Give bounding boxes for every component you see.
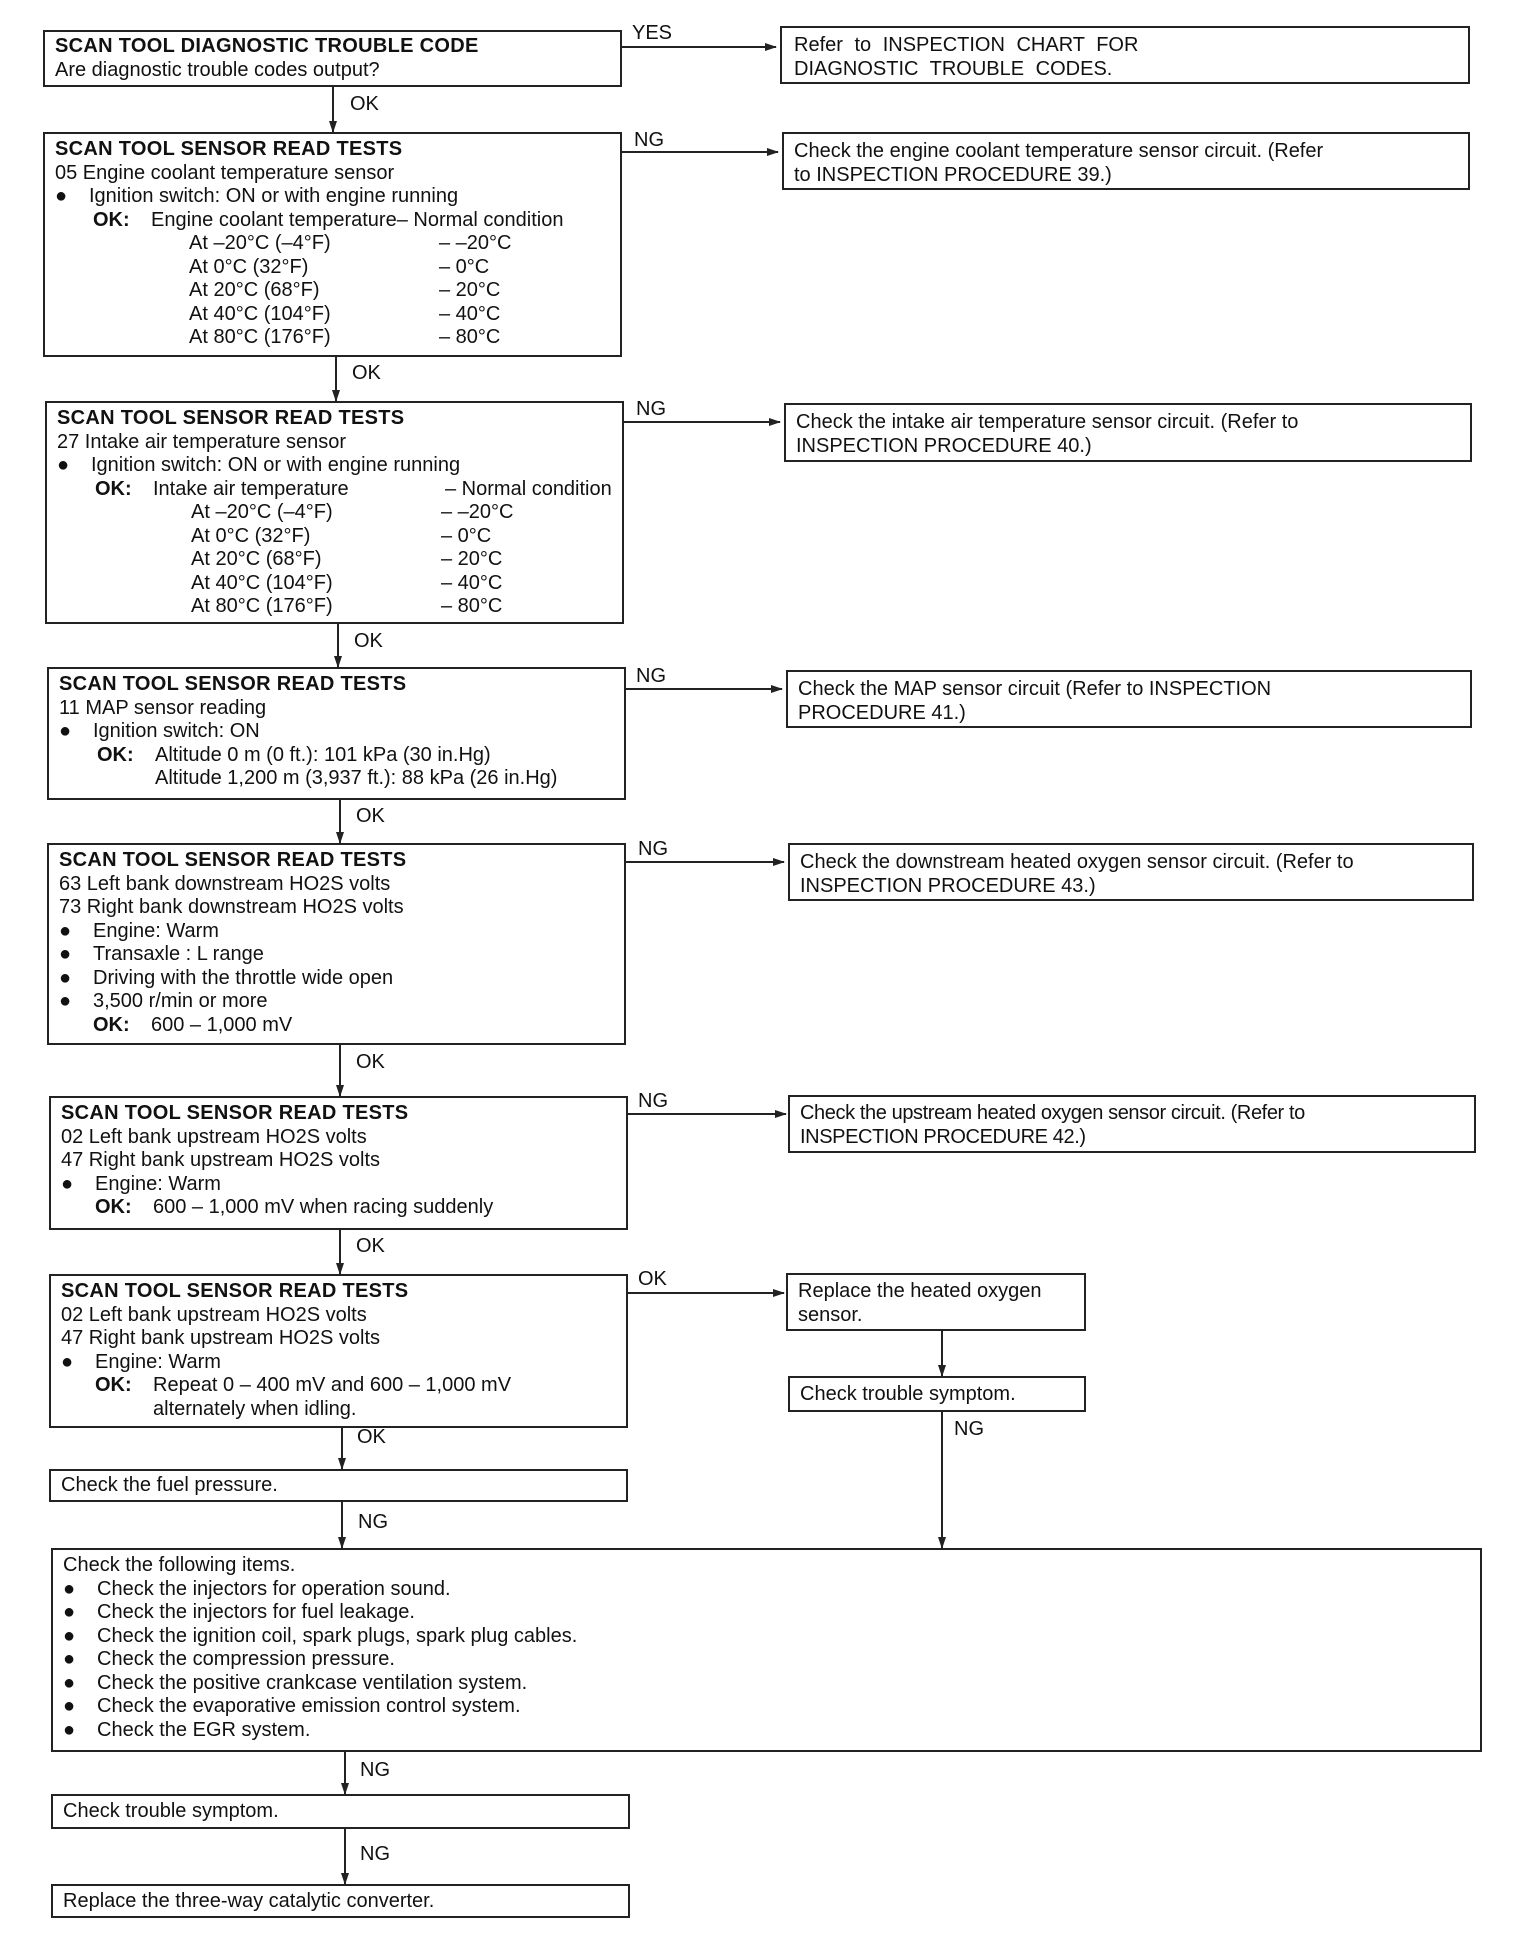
step7-box [49, 1274, 628, 1428]
step5-item1: 63 Left bank downstream HO2S volts [59, 872, 391, 895]
step5-cond-3: ● 3,500 r/min or more [59, 990, 268, 1012]
step3-condition: ● Ignition switch: ON or with engine running [57, 454, 461, 476]
bullet-icon: ● [63, 1718, 76, 1741]
step6-ng-text: Check the upstream heated oxygen sensor circuit. (Refer to INSPECTION PROCEDURE 42.) [800, 1102, 1305, 1148]
step2-ng-box [782, 132, 1470, 190]
bullet-icon: ● [55, 185, 68, 207]
items-list-item: ● Check the positive crankcase ventilation system. [63, 1671, 528, 1694]
step1-yes-box [780, 26, 1470, 84]
step5-item2: 73 Right bank downstream HO2S volts [59, 896, 404, 918]
step6-item2: 47 Right bank upstream HO2S volts [61, 1149, 381, 1171]
bullet-icon: ● [63, 1648, 76, 1670]
items-heading: Check the following items. [63, 1554, 296, 1576]
step4-title: SCAN TOOL SENSOR READ TESTS [59, 673, 407, 695]
step3-ok-header: OK: Intake air temperature – Normal condition [95, 477, 612, 500]
bullet-icon: ● [59, 966, 72, 989]
step5-ok: OK: 600 – 1,000 mV [93, 1013, 293, 1036]
bullet-icon: ● [63, 1695, 76, 1717]
step7-title: SCAN TOOL SENSOR READ TESTS [61, 1280, 409, 1302]
step2-row-2: At 20°C (68°F) – 20°C [189, 279, 501, 301]
step3-row-3: At 40°C (104°F) – 40°C [191, 571, 503, 594]
items-list-item: ● Check the EGR system. [63, 1718, 311, 1741]
step5-ng-box [788, 843, 1474, 901]
step2-row-3: At 40°C (104°F) – 40°C [189, 302, 501, 325]
check-symptom-box-2 [51, 1794, 630, 1829]
step4-condition: ● Ignition switch: ON [59, 720, 260, 742]
step3-row-1: At 0°C (32°F) – 0°C [191, 524, 492, 547]
step7-ok-line1: OK: Repeat 0 – 400 mV and 600 – 1,000 mV [95, 1374, 512, 1396]
step6-condition: ● Engine: Warm [61, 1172, 221, 1195]
items-list-item: ● Check the injectors for fuel leakage. [63, 1601, 415, 1623]
bullet-icon: ● [59, 919, 72, 942]
step2-item: 05 Engine coolant temperature sensor [55, 161, 395, 184]
step2-row-0: At –20°C (–4°F) – –20°C [189, 232, 512, 254]
step3-ng-text: Check the intake air temperature sensor circuit. (Refer to INSPECTION PROCEDURE 40.) [796, 411, 1299, 457]
replace-sensor-text: Replace the heated oxygen sensor. [798, 1280, 1042, 1326]
step3-title: SCAN TOOL SENSOR READ TESTS [57, 407, 405, 429]
step2-ng-text: Check the engine coolant temperature sensor circuit. (Refer to INSPECTION PROCEDURE 39.) [794, 140, 1324, 186]
label-ok-8: OK [357, 1426, 386, 1448]
label-ng-3: NG [636, 665, 666, 687]
step3-ng-box [784, 403, 1472, 462]
label-ok-3: OK [354, 630, 383, 652]
bullet-icon: ● [57, 454, 70, 476]
bullet-icon: ● [59, 720, 72, 742]
step7-item2: 47 Right bank upstream HO2S volts [61, 1327, 381, 1349]
label-ok-5: OK [356, 1051, 385, 1073]
step3-row-4: At 80°C (176°F) – 80°C [191, 595, 503, 617]
step4-box [47, 667, 626, 800]
step5-ng-text: Check the downstream heated oxygen sensor circuit. (Refer to INSPECTION PROCEDURE 43.) [800, 851, 1354, 897]
replace-sensor-box [786, 1273, 1086, 1331]
replace-catalytic-box [51, 1884, 630, 1918]
step5-title: SCAN TOOL SENSOR READ TESTS [59, 849, 407, 871]
step4-item: 11 MAP sensor reading [59, 696, 267, 719]
step1-question: Are diagnostic trouble codes output? [55, 58, 380, 81]
step7-condition: ● Engine: Warm [61, 1350, 221, 1373]
step3-row-0: At –20°C (–4°F) – –20°C [191, 501, 514, 523]
bullet-icon: ● [59, 943, 72, 965]
step7-item1: 02 Left bank upstream HO2S volts [61, 1303, 367, 1326]
step6-item1: 02 Left bank upstream HO2S volts [61, 1125, 367, 1148]
step2-box [43, 132, 622, 357]
bullet-icon: ● [59, 990, 72, 1012]
step6-title: SCAN TOOL SENSOR READ TESTS [61, 1102, 409, 1124]
step2-row-4: At 80°C (176°F) – 80°C [189, 326, 501, 348]
step1-yes-text: Refer to INSPECTION CHART FOR DIAGNOSTIC TROUBLE CODES. [794, 34, 1139, 80]
step5-cond-2: ● Driving with the throttle wide open [59, 966, 394, 989]
step4-ok-line1: OK: Altitude 0 m (0 ft.): 101 kPa (30 in.Hg) [97, 743, 491, 766]
step2-condition: ● Ignition switch: ON or with engine running [55, 185, 459, 207]
bullet-icon: ● [63, 1577, 76, 1600]
check-symptom-box-1 [788, 1376, 1086, 1412]
step6-box [49, 1096, 628, 1230]
step5-cond-1: ● Transaxle : L range [59, 943, 264, 965]
step1-title: SCAN TOOL DIAGNOSTIC TROUBLE CODE [55, 35, 479, 57]
label-ng-final: NG [360, 1843, 390, 1865]
step7-ok-line2: alternately when idling. [153, 1397, 357, 1420]
label-ng-symptom: NG [954, 1418, 984, 1440]
label-ok-7: OK [638, 1268, 667, 1290]
label-ng-5: NG [638, 1090, 668, 1112]
items-list-item: ● Check the compression pressure. [63, 1648, 395, 1670]
step2-ok-header: OK: Engine coolant temperature – Normal condition [93, 208, 564, 231]
label-ok-1: OK [350, 93, 379, 115]
replace-catalytic-text: Replace the three-way catalytic converter. [63, 1890, 435, 1912]
label-yes: YES [632, 22, 673, 44]
fuel-pressure-text: Check the fuel pressure. [61, 1474, 278, 1496]
step2-row-1: At 0°C (32°F) – 0°C [189, 255, 490, 278]
label-ok-4: OK [356, 805, 385, 827]
label-ng-1: NG [634, 129, 664, 151]
step4-ok-line2: Altitude 1,200 m (3,937 ft.): 88 kPa (26 in.Hg) [155, 767, 558, 789]
step4-ng-text: Check the MAP sensor circuit (Refer to INSPECTION PROCEDURE 41.) [798, 678, 1272, 724]
label-ok-6: OK [356, 1235, 385, 1257]
step6-ok: OK: 600 – 1,000 mV when racing suddenly [95, 1196, 494, 1218]
step1-box [43, 30, 622, 87]
step3-row-2: At 20°C (68°F) – 20°C [191, 548, 503, 570]
label-ng-4: NG [638, 838, 668, 860]
label-ng-items: NG [360, 1759, 390, 1781]
step6-ng-box [788, 1095, 1476, 1153]
bullet-icon: ● [63, 1624, 76, 1647]
bullet-icon: ● [63, 1671, 76, 1694]
label-ng-fuel: NG [358, 1511, 388, 1533]
step5-cond-0: ● Engine: Warm [59, 919, 219, 942]
items-box [51, 1548, 1482, 1752]
step3-box [45, 401, 624, 624]
label-ok-2: OK [352, 362, 381, 384]
items-list-item: ● Check the evaporative emission control system. [63, 1695, 521, 1717]
step2-title: SCAN TOOL SENSOR READ TESTS [55, 138, 403, 160]
bullet-icon: ● [63, 1601, 76, 1623]
items-list-item: ● Check the injectors for operation sound. [63, 1577, 451, 1600]
fuel-pressure-box [49, 1469, 628, 1502]
step3-item: 27 Intake air temperature sensor [57, 430, 347, 453]
bullet-icon: ● [61, 1172, 74, 1195]
check-symptom-text-2: Check trouble symptom. [63, 1800, 279, 1822]
items-list-item: ● Check the ignition coil, spark plugs, spark plug cables. [63, 1624, 578, 1647]
check-symptom-text-1: Check trouble symptom. [800, 1383, 1016, 1405]
step4-ng-box [786, 670, 1472, 728]
step5-box [47, 843, 626, 1045]
bullet-icon: ● [61, 1350, 74, 1373]
label-ng-2: NG [636, 398, 666, 420]
